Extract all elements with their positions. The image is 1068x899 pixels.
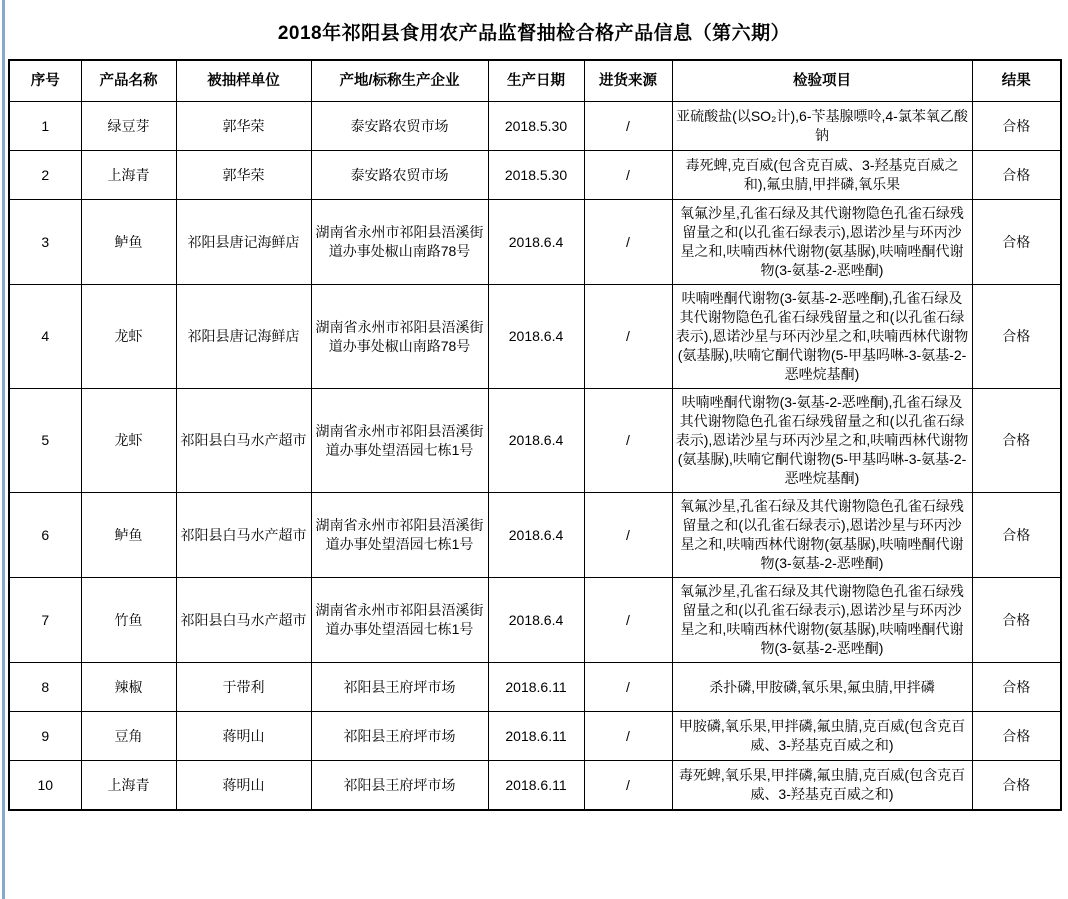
table-row bbox=[9, 151, 1061, 200]
production-date-cell: 2018.6.11 bbox=[488, 761, 584, 811]
window-edge bbox=[2, 0, 5, 899]
header-cell-source: 进货来源 bbox=[584, 60, 672, 102]
product-name-cell: 绿豆芽 bbox=[81, 102, 176, 151]
sampled-unit-cell: 于带利 bbox=[176, 663, 311, 712]
header-cell-origin: 产地/标称生产企业 bbox=[311, 60, 488, 102]
result-cell: 合格 bbox=[972, 578, 1061, 663]
origin-cell: 祁阳县王府坪市场 bbox=[311, 663, 488, 712]
result-cell: 合格 bbox=[972, 663, 1061, 712]
result-cell: 合格 bbox=[972, 200, 1061, 285]
table-row bbox=[9, 663, 1061, 712]
table-row bbox=[9, 493, 1061, 578]
purchase-source-cell: / bbox=[584, 285, 672, 389]
table-row bbox=[9, 389, 1061, 493]
product-name-cell: 龙虾 bbox=[81, 389, 176, 493]
table-row bbox=[9, 285, 1061, 389]
production-date-cell: 2018.5.30 bbox=[488, 102, 584, 151]
table-row bbox=[9, 712, 1061, 761]
product-name-cell: 竹鱼 bbox=[81, 578, 176, 663]
product-name-cell: 豆角 bbox=[81, 712, 176, 761]
header-cell-no: 序号 bbox=[9, 60, 81, 102]
origin-cell: 祁阳县王府坪市场 bbox=[311, 761, 488, 811]
row-number-cell: 4 bbox=[9, 285, 81, 389]
origin-cell: 泰安路农贸市场 bbox=[311, 102, 488, 151]
origin-cell: 湖南省永州市祁阳县浯溪街道办事处椒山南路78号 bbox=[311, 285, 488, 389]
origin-cell: 泰安路农贸市场 bbox=[311, 151, 488, 200]
sampled-unit-cell: 祁阳县白马水产超市 bbox=[176, 578, 311, 663]
inspection-items-cell: 甲胺磷,氧乐果,甲拌磷,氟虫腈,克百威(包含克百威、3-羟基克百威之和) bbox=[672, 712, 972, 761]
row-number-cell: 10 bbox=[9, 761, 81, 811]
production-date-cell: 2018.6.11 bbox=[488, 663, 584, 712]
result-cell: 合格 bbox=[972, 493, 1061, 578]
table-row bbox=[9, 761, 1061, 811]
inspection-items-cell: 亚硫酸盐(以SO₂计),6-苄基腺嘌呤,4-氯苯氧乙酸钠 bbox=[672, 102, 972, 151]
purchase-source-cell: / bbox=[584, 102, 672, 151]
header-cell-items: 检验项目 bbox=[672, 60, 972, 102]
purchase-source-cell: / bbox=[584, 200, 672, 285]
result-cell: 合格 bbox=[972, 389, 1061, 493]
origin-cell: 祁阳县王府坪市场 bbox=[311, 712, 488, 761]
sampled-unit-cell: 郭华荣 bbox=[176, 151, 311, 200]
production-date-cell: 2018.6.4 bbox=[488, 389, 584, 493]
purchase-source-cell: / bbox=[584, 761, 672, 811]
purchase-source-cell: / bbox=[584, 663, 672, 712]
purchase-source-cell: / bbox=[584, 712, 672, 761]
result-cell: 合格 bbox=[972, 151, 1061, 200]
sampled-unit-cell: 蒋明山 bbox=[176, 761, 311, 811]
sampled-unit-cell: 祁阳县唐记海鲜店 bbox=[176, 285, 311, 389]
table-body bbox=[9, 102, 1061, 811]
production-date-cell: 2018.6.4 bbox=[488, 578, 584, 663]
product-name-cell: 上海青 bbox=[81, 761, 176, 811]
product-name-cell: 龙虾 bbox=[81, 285, 176, 389]
inspection-items-cell: 呋喃唑酮代谢物(3-氨基-2-恶唑酮),孔雀石绿及其代谢物隐色孔雀石绿残留量之和(以孔雀石绿表示),恩诺沙星与环丙沙星之和,呋喃西林代谢物(氨基脲),呋喃它酮代谢物(5-甲基吗啉-3-氨基-2-恶唑烷基酮) bbox=[672, 389, 972, 493]
origin-cell: 湖南省永州市祁阳县浯溪街道办事处望浯园七栋1号 bbox=[311, 389, 488, 493]
header-cell-product: 产品名称 bbox=[81, 60, 176, 102]
row-number-cell: 6 bbox=[9, 493, 81, 578]
product-name-cell: 辣椒 bbox=[81, 663, 176, 712]
header-row bbox=[9, 60, 1061, 102]
sampled-unit-cell: 祁阳县白马水产超市 bbox=[176, 389, 311, 493]
inspection-items-cell: 氧氟沙星,孔雀石绿及其代谢物隐色孔雀石绿残留量之和(以孔雀石绿表示),恩诺沙星与环丙沙星之和,呋喃西林代谢物(氨基脲),呋喃唑酮代谢物(3-氨基-2-恶唑酮) bbox=[672, 578, 972, 663]
inspection-items-cell: 氧氟沙星,孔雀石绿及其代谢物隐色孔雀石绿残留量之和(以孔雀石绿表示),恩诺沙星与环丙沙星之和,呋喃西林代谢物(氨基脲),呋喃唑酮代谢物(3-氨基-2-恶唑酮) bbox=[672, 493, 972, 578]
product-name-cell: 上海青 bbox=[81, 151, 176, 200]
result-cell: 合格 bbox=[972, 285, 1061, 389]
result-cell: 合格 bbox=[972, 712, 1061, 761]
sampled-unit-cell: 祁阳县唐记海鲜店 bbox=[176, 200, 311, 285]
table-row bbox=[9, 578, 1061, 663]
row-number-cell: 5 bbox=[9, 389, 81, 493]
sampled-unit-cell: 郭华荣 bbox=[176, 102, 311, 151]
inspection-items-cell: 毒死蜱,克百威(包含克百威、3-羟基克百威之和),氟虫腈,甲拌磷,氧乐果 bbox=[672, 151, 972, 200]
origin-cell: 湖南省永州市祁阳县浯溪街道办事处望浯园七栋1号 bbox=[311, 578, 488, 663]
purchase-source-cell: / bbox=[584, 389, 672, 493]
product-name-cell: 鲈鱼 bbox=[81, 493, 176, 578]
sampled-unit-cell: 祁阳县白马水产超市 bbox=[176, 493, 311, 578]
inspection-items-cell: 呋喃唑酮代谢物(3-氨基-2-恶唑酮),孔雀石绿及其代谢物隐色孔雀石绿残留量之和(以孔雀石绿表示),恩诺沙星与环丙沙星之和,呋喃西林代谢物(氨基脲),呋喃它酮代谢物(5-甲基吗啉-3-氨基-2-恶唑烷基酮) bbox=[672, 285, 972, 389]
page-title: 2018年祁阳县食用农产品监督抽检合格产品信息（第六期） bbox=[277, 23, 791, 44]
inspection-items-cell: 毒死蜱,氧乐果,甲拌磷,氟虫腈,克百威(包含克百威、3-羟基克百威之和) bbox=[672, 761, 972, 811]
table-row bbox=[9, 200, 1061, 285]
origin-cell: 湖南省永州市祁阳县浯溪街道办事处椒山南路78号 bbox=[311, 200, 488, 285]
header-cell-date: 生产日期 bbox=[488, 60, 584, 102]
purchase-source-cell: / bbox=[584, 493, 672, 578]
row-number-cell: 9 bbox=[9, 712, 81, 761]
inspection-items-cell: 杀扑磷,甲胺磷,氧乐果,氟虫腈,甲拌磷 bbox=[672, 663, 972, 712]
header-cell-result: 结果 bbox=[972, 60, 1061, 102]
product-name-cell: 鲈鱼 bbox=[81, 200, 176, 285]
origin-cell: 湖南省永州市祁阳县浯溪街道办事处望浯园七栋1号 bbox=[311, 493, 488, 578]
row-number-cell: 1 bbox=[9, 102, 81, 151]
products-table bbox=[8, 59, 1062, 811]
row-number-cell: 3 bbox=[9, 200, 81, 285]
purchase-source-cell: / bbox=[584, 151, 672, 200]
result-cell: 合格 bbox=[972, 761, 1061, 811]
production-date-cell: 2018.6.11 bbox=[488, 712, 584, 761]
purchase-source-cell: / bbox=[584, 578, 672, 663]
inspection-items-cell: 氧氟沙星,孔雀石绿及其代谢物隐色孔雀石绿残留量之和(以孔雀石绿表示),恩诺沙星与环丙沙星之和,呋喃西林代谢物(氨基脲),呋喃唑酮代谢物(3-氨基-2-恶唑酮) bbox=[672, 200, 972, 285]
production-date-cell: 2018.5.30 bbox=[488, 151, 584, 200]
sampled-unit-cell: 蒋明山 bbox=[176, 712, 311, 761]
table-row bbox=[9, 102, 1061, 151]
production-date-cell: 2018.6.4 bbox=[488, 493, 584, 578]
result-cell: 合格 bbox=[972, 102, 1061, 151]
row-number-cell: 2 bbox=[9, 151, 81, 200]
production-date-cell: 2018.6.4 bbox=[488, 200, 584, 285]
table-header bbox=[9, 60, 1061, 102]
production-date-cell: 2018.6.4 bbox=[488, 285, 584, 389]
row-number-cell: 7 bbox=[9, 578, 81, 663]
header-cell-unit: 被抽样单位 bbox=[176, 60, 311, 102]
row-number-cell: 8 bbox=[9, 663, 81, 712]
